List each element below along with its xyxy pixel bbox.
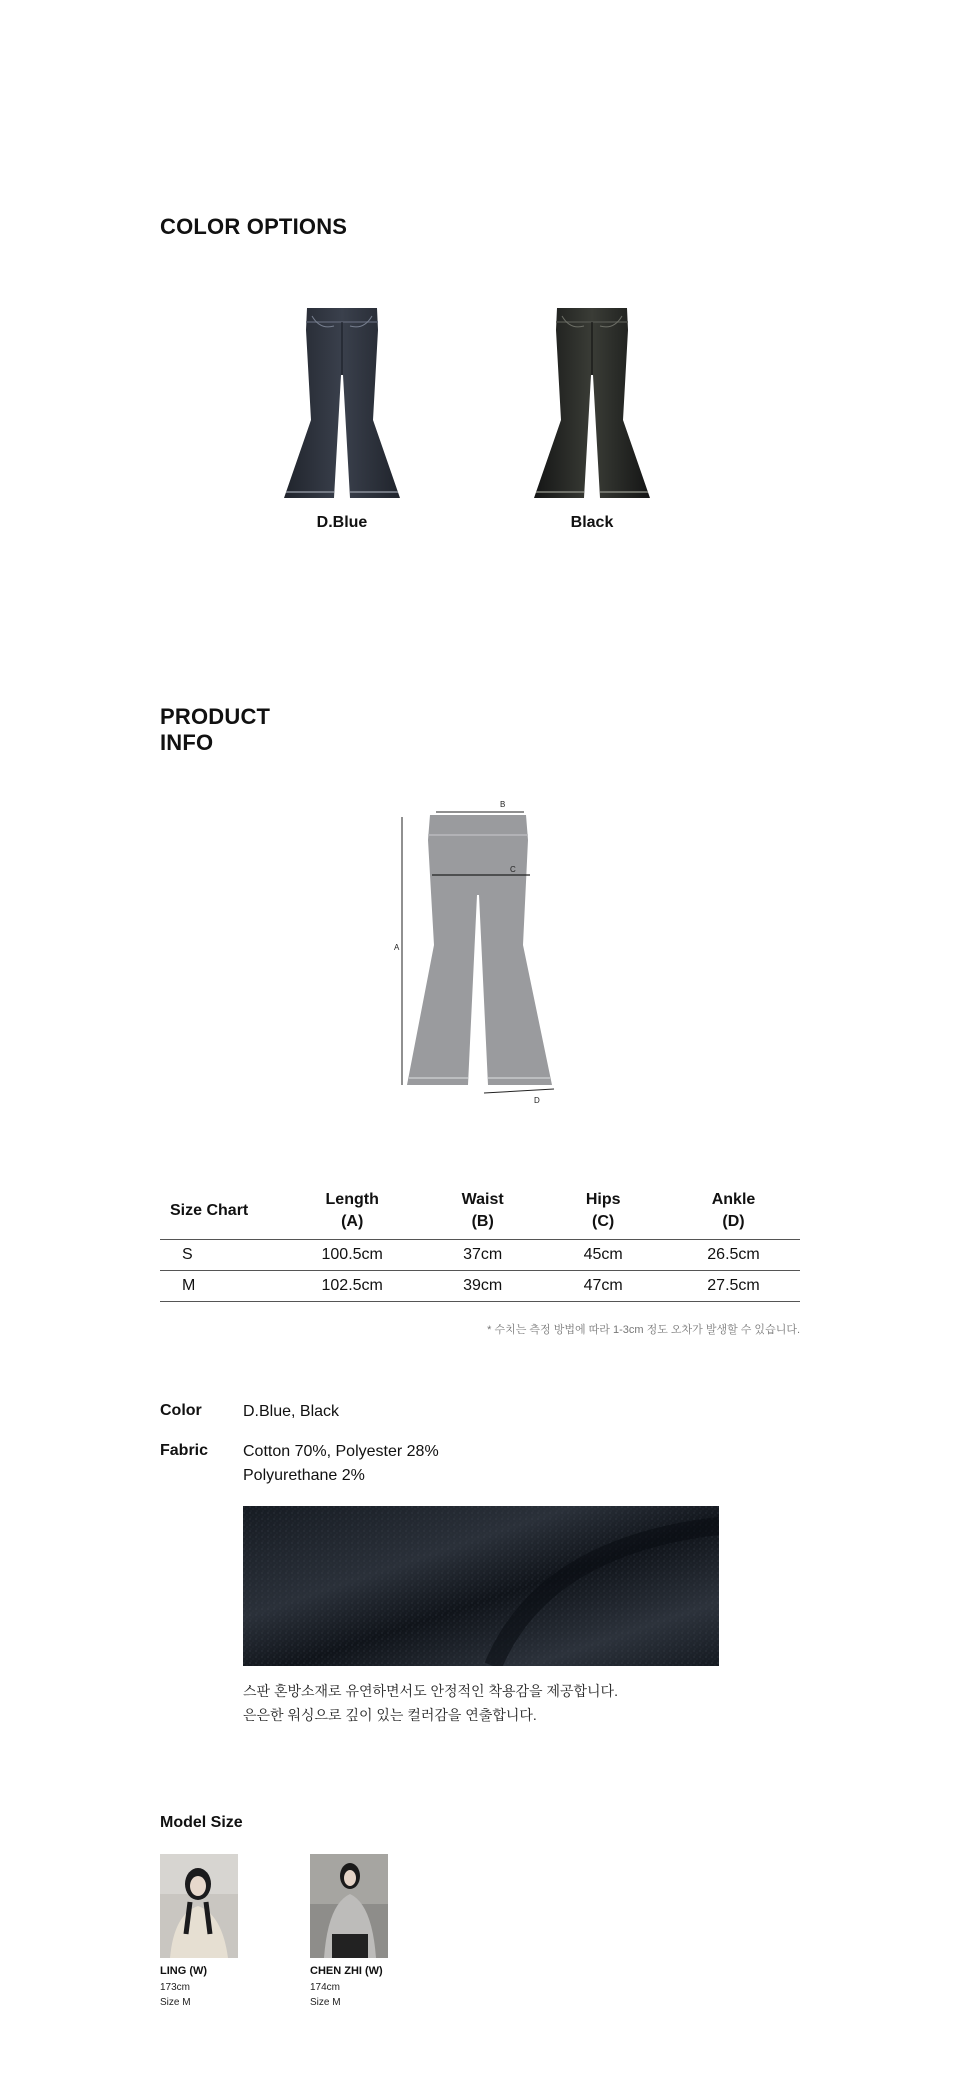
model-size-title: Model Size [160,1814,243,1831]
jeans-black-image [492,300,692,500]
waist-cell: 39cm [426,1271,539,1302]
hips-cell: 45cm [539,1240,667,1271]
model-photo-chen-zhi [310,1854,388,1958]
size-chart-note: * 수치는 측정 방법에 따라 1-3cm 정도 오차가 발생할 수 있습니다. [487,1324,800,1336]
size-chart-header-waist: Waist (B) [461,1191,504,1230]
product-info-title [160,704,270,757]
table-row [160,1240,800,1271]
product-info-title-line2: INFO [160,730,214,756]
fabric-spec-label: Fabric [160,1442,209,1459]
fabric-line-1: Cotton 70%, Polyester 28% [243,1443,439,1460]
diagram-label-c: C [510,865,516,874]
length-cell: 102.5cm [278,1271,426,1302]
diagram-label-d: D [534,1096,540,1105]
table-row [160,1271,800,1302]
color-spec-label: Color [160,1402,202,1419]
size-chart-header-hips: Hips (C) [585,1191,621,1230]
size-chart-header-ankle: Ankle (D) [711,1191,756,1230]
fabric-spec-value [243,1440,439,1488]
model-card-ling[interactable] [160,1854,238,2010]
color-option-label: D.Blue [316,514,368,531]
size-chart-header-row [160,1183,800,1240]
color-options-title: COLOR OPTIONS [160,214,348,239]
model-name: CHEN ZHI (W) [310,1965,383,1977]
model-photo-ling [160,1854,238,1958]
size-cell: M [160,1271,278,1302]
model-height: 174cm [310,1982,341,1993]
description-line-1: 스판 혼방소재로 유연하면서도 안정적인 착용감을 제공합니다. [243,1683,618,1699]
model-height: 173cm [160,1982,191,1993]
color-option-dblue[interactable] [242,300,442,532]
fabric-description [243,1679,618,1727]
model-name: LING (W) [160,1965,208,1977]
color-option-black[interactable] [492,300,692,532]
size-chart-table [160,1183,800,1302]
measurement-diagram [380,795,580,1105]
color-option-label: Black [570,514,614,531]
fabric-texture-image [243,1506,719,1666]
hips-cell: 47cm [539,1271,667,1302]
size-chart-header-length: Length (A) [325,1191,379,1230]
waist-cell: 37cm [426,1240,539,1271]
product-info-title-line1: PRODUCT [160,704,271,729]
model-size: Size M [160,1997,191,2008]
ankle-cell: 27.5cm [667,1271,800,1302]
diagram-label-a: A [394,943,400,952]
fabric-line-2: Polyurethane 2% [243,1467,365,1484]
size-cell: S [160,1240,278,1271]
color-spec-value: D.Blue, Black [243,1403,340,1420]
ankle-cell: 26.5cm [667,1240,800,1271]
model-size: Size M [310,1997,341,2008]
description-line-2: 은은한 워싱으로 깊이 있는 컬러감을 연출합니다. [243,1707,537,1723]
diagram-label-b: B [500,800,506,809]
length-cell: 100.5cm [278,1240,426,1271]
model-card-chen-zhi[interactable] [310,1854,388,2010]
jeans-dblue-image [242,300,442,500]
size-chart-header: Size Chart [170,1202,249,1219]
